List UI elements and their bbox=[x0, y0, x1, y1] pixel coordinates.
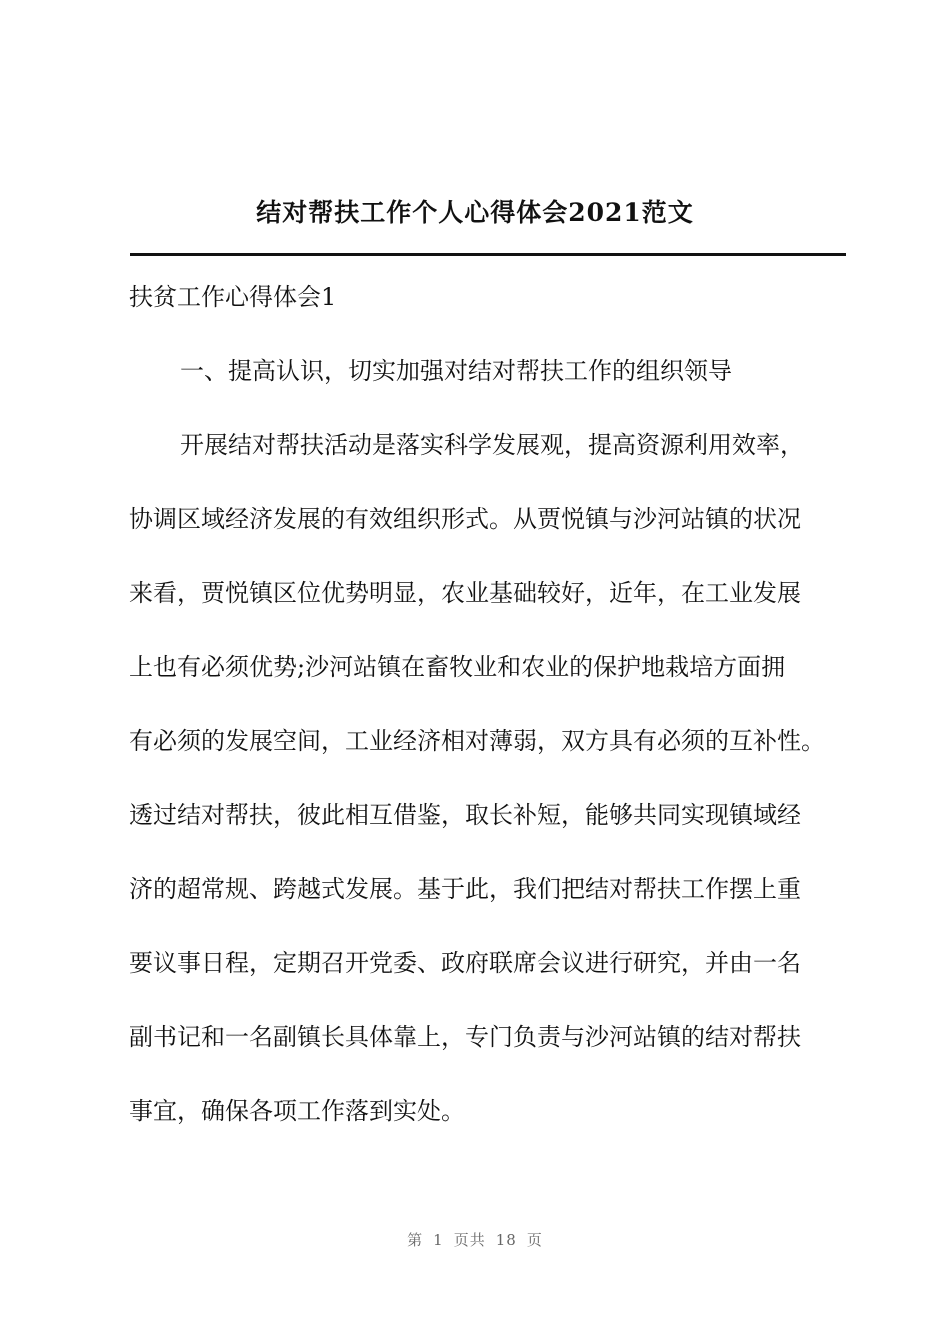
footer-page-suffix: 页 bbox=[526, 1231, 543, 1249]
body-line: 有必须的发展空间，工业经济相对薄弱，双方具有必须的互补性。 bbox=[129, 727, 825, 755]
title-divider bbox=[130, 253, 846, 256]
body-line: 协调区域经济发展的有效组织形式。从贾悦镇与沙河站镇的状况 bbox=[129, 505, 801, 533]
section-heading: 一、提高认识，切实加强对结对帮扶工作的组织领导 bbox=[180, 357, 732, 385]
footer-page-total: 18 bbox=[495, 1231, 517, 1249]
body-line: 要议事日程，定期召开党委、政府联席会议进行研究，并由一名 bbox=[129, 949, 801, 977]
page-footer bbox=[0, 1228, 950, 1252]
footer-page-number: 1 bbox=[433, 1231, 444, 1249]
body-line: 事宜，确保各项工作落到实处。 bbox=[129, 1097, 465, 1125]
document-title: 结对帮扶工作个人心得体会2021范文 bbox=[256, 198, 694, 227]
footer-page-prefix: 第 bbox=[407, 1231, 424, 1249]
body-line: 开展结对帮扶活动是落实科学发展观，提高资源利用效率， bbox=[180, 431, 804, 459]
section-subtitle: 扶贫工作心得体会1 bbox=[129, 283, 337, 311]
body-line: 来看，贾悦镇区位优势明显，农业基础较好，近年，在工业发展 bbox=[129, 579, 801, 607]
body-line: 上也有必须优势;沙河站镇在畜牧业和农业的保护地栽培方面拥 bbox=[129, 653, 786, 681]
body-line: 透过结对帮扶，彼此相互借鉴，取长补短，能够共同实现镇域经 bbox=[129, 801, 801, 829]
footer-page-middle: 页共 bbox=[453, 1231, 486, 1249]
body-line: 济的超常规、跨越式发展。基于此，我们把结对帮扶工作摆上重 bbox=[129, 875, 801, 903]
body-line: 副书记和一名副镇长具体靠上，专门负责与沙河站镇的结对帮扶 bbox=[129, 1023, 801, 1051]
